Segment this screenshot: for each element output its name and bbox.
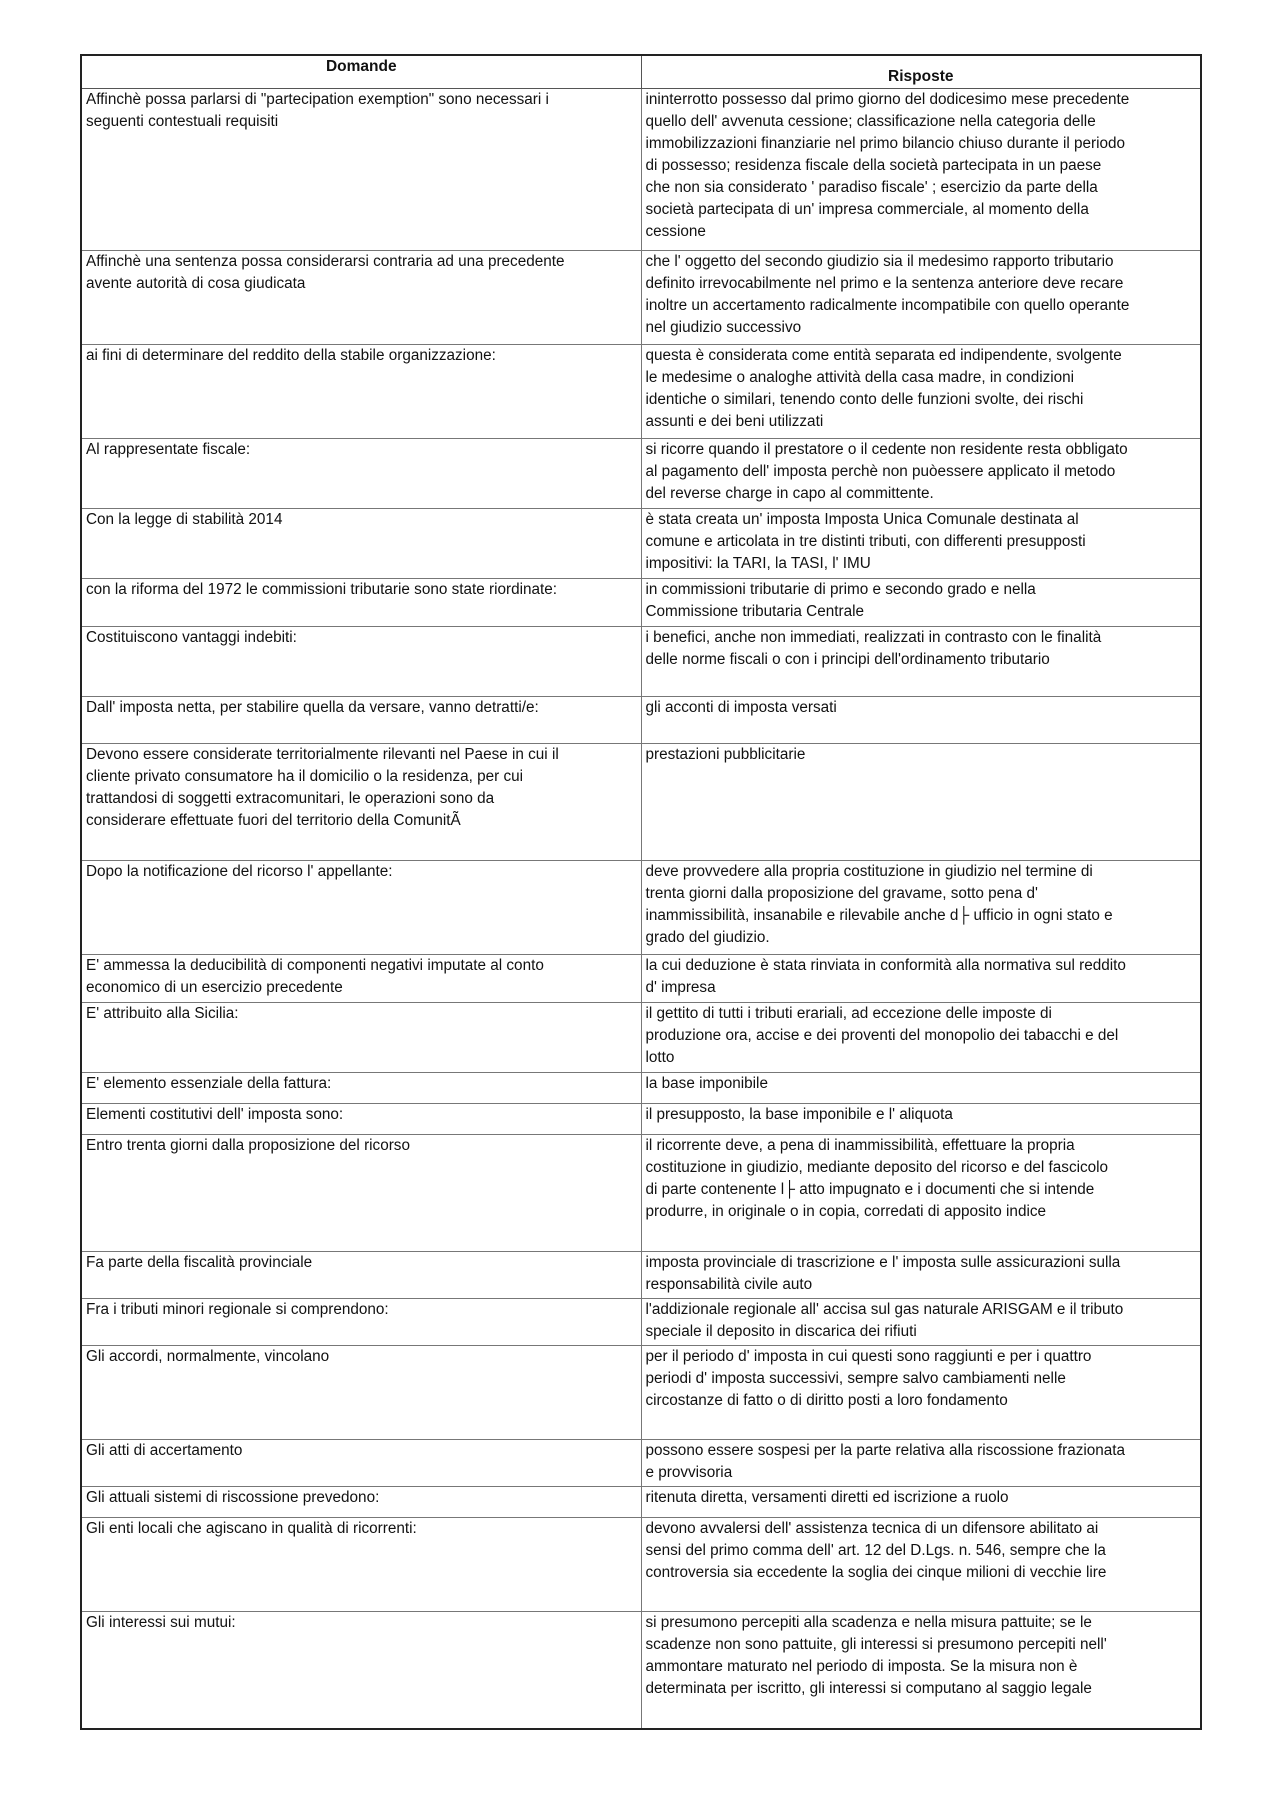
- question-cell: Gli atti di accertamento: [81, 1440, 641, 1487]
- question-cell: Entro trenta giorni dalla proposizione del ricorso: [81, 1135, 641, 1252]
- answer-cell: la base imponibile: [641, 1073, 1201, 1104]
- question-cell: Gli attuali sistemi di riscossione prevedono:: [81, 1487, 641, 1518]
- table-row: [81, 579, 1201, 627]
- answer-cell: è stata creata un' imposta Imposta Unica Comunale destinata al comune e articolata in tre distinti tributi, con differenti presupposti impositivi: la TARI, la TASI, l' IMU: [641, 509, 1201, 579]
- answer-cell: possono essere sospesi per la parte relativa alla riscossione frazionata e provvisoria: [641, 1440, 1201, 1487]
- table-header-row: [81, 55, 1201, 89]
- table-row: [81, 1073, 1201, 1104]
- table-row: [81, 1346, 1201, 1440]
- answer-cell: in commissioni tributarie di primo e secondo grado e nella Commissione tributaria Centrale: [641, 579, 1201, 627]
- answer-cell: i benefici, anche non immediati, realizzati in contrasto con le finalità delle norme fiscali o con i principi dell'ordinamento tributario: [641, 627, 1201, 697]
- question-cell: Dopo la notificazione del ricorso l' appellante:: [81, 861, 641, 955]
- table-row: [81, 1299, 1201, 1346]
- answer-cell: il presupposto, la base imponibile e l' aliquota: [641, 1104, 1201, 1135]
- answer-cell: prestazioni pubblicitarie: [641, 744, 1201, 861]
- table-row: [81, 439, 1201, 509]
- question-cell: Fa parte della fiscalità provinciale: [81, 1252, 641, 1299]
- table-row: [81, 509, 1201, 579]
- question-cell: Gli interessi sui mutui:: [81, 1612, 641, 1729]
- question-cell: Devono essere considerate territorialmente rilevanti nel Paese in cui il cliente privato consumatore ha il domicilio o la residenza, per cui trattandosi di soggetti extracomunitari, le operazioni sono da considerare effettuate fuori del territorio della ComunitÃ: [81, 744, 641, 861]
- answer-cell: questa è considerata come entità separata ed indipendente, svolgente le medesime o analoghe attività della casa madre, in condizioni identiche o similari, tenendo conto delle funzioni svolte, dei rischi assunti e dei beni utilizzati: [641, 345, 1201, 439]
- table-row: [81, 744, 1201, 861]
- document-page: [80, 54, 1200, 1730]
- question-cell: Al rappresentate fiscale:: [81, 439, 641, 509]
- table-row: [81, 1003, 1201, 1073]
- answer-cell: l'addizionale regionale all' accisa sul gas naturale ARISGAM e il tributo speciale il deposito in discarica dei rifiuti: [641, 1299, 1201, 1346]
- table-row: [81, 955, 1201, 1003]
- table-row: [81, 251, 1201, 345]
- table-row: [81, 1487, 1201, 1518]
- answer-cell: si ricorre quando il prestatore o il cedente non residente resta obbligato al pagamento dell' imposta perchè non puòessere applicato il metodo del reverse charge in capo al committente.: [641, 439, 1201, 509]
- table-row: [81, 1518, 1201, 1612]
- question-cell: Affinchè una sentenza possa considerarsi contraria ad una precedente avente autorità di cosa giudicata: [81, 251, 641, 345]
- question-cell: Fra i tributi minori regionale si comprendono:: [81, 1299, 641, 1346]
- header-risposte: Risposte: [641, 55, 1201, 89]
- answer-cell: devono avvalersi dell' assistenza tecnica di un difensore abilitato ai sensi del primo comma dell' art. 12 del D.Lgs. n. 546, sempre che la controversia sia eccedente la soglia dei cinque milioni di vecchie lire: [641, 1518, 1201, 1612]
- answer-cell: si presumono percepiti alla scadenza e nella misura pattuite; se le scadenze non sono pattuite, gli interessi si presumono percepiti nell' ammontare maturato nel periodo di imposta. Se la misura non è determinata per iscritto, gli interessi si computano al saggio legale: [641, 1612, 1201, 1729]
- answer-cell: il ricorrente deve, a pena di inammissibilità, effettuare la propria costituzione in giudizio, mediante deposito del ricorso e del fascicolo di parte contenente l├ atto impugnato e i documenti che si intende produrre, in originale o in copia, corredati di apposito indice: [641, 1135, 1201, 1252]
- question-cell: Gli enti locali che agiscano in qualità di ricorrenti:: [81, 1518, 641, 1612]
- header-domande: Domande: [81, 55, 641, 89]
- table-row: [81, 1104, 1201, 1135]
- question-cell: E' elemento essenziale della fattura:: [81, 1073, 641, 1104]
- question-cell: ai fini di determinare del reddito della stabile organizzazione:: [81, 345, 641, 439]
- table-row: [81, 1440, 1201, 1487]
- answer-cell: ininterrotto possesso dal primo giorno del dodicesimo mese precedente quello dell' avvenuta cessione; classificazione nella categoria delle immobilizzazioni finanziarie nel primo bilancio chiuso durante il periodo di possesso; residenza fiscale della società partecipata in un paese che non sia considerato ' paradiso fiscale' ; esercizio da parte della società partecipata di un' impresa commerciale, al momento della cessione: [641, 89, 1201, 251]
- answer-cell: che l' oggetto del secondo giudizio sia il medesimo rapporto tributario definito irrevocabilmente nel primo e la sentenza anteriore deve recare inoltre un accertamento radicalmente incompatibile con quello operante nel giudizio successivo: [641, 251, 1201, 345]
- question-cell: E' attribuito alla Sicilia:: [81, 1003, 641, 1073]
- answer-cell: il gettito di tutti i tributi erariali, ad eccezione delle imposte di produzione ora, accise e dei proventi del monopolio dei tabacchi e del lotto: [641, 1003, 1201, 1073]
- table-row: [81, 1135, 1201, 1252]
- question-cell: Costituiscono vantaggi indebiti:: [81, 627, 641, 697]
- answer-cell: deve provvedere alla propria costituzione in giudizio nel termine di trenta giorni dalla proposizione del gravame, sotto pena d' inammissibilità, insanabile e rilevabile anche d├ ufficio in ogni stato e grado del giudizio.: [641, 861, 1201, 955]
- table-row: [81, 627, 1201, 697]
- table-body: [81, 89, 1201, 1729]
- question-cell: Affinchè possa parlarsi di "partecipation exemption" sono necessari i seguenti contestuali requisiti: [81, 89, 641, 251]
- table-row: [81, 861, 1201, 955]
- question-cell: Elementi costitutivi dell' imposta sono:: [81, 1104, 641, 1135]
- answer-cell: per il periodo d' imposta in cui questi sono raggiunti e per i quattro periodi d' imposta successivi, sempre salvo cambiamenti nelle circostanze di fatto o di diritto posti a loro fondamento: [641, 1346, 1201, 1440]
- answer-cell: imposta provinciale di trascrizione e l' imposta sulle assicurazioni sulla responsabilità civile auto: [641, 1252, 1201, 1299]
- table-row: [81, 697, 1201, 744]
- answer-cell: gli acconti di imposta versati: [641, 697, 1201, 744]
- table-row: [81, 1612, 1201, 1729]
- question-cell: Con la legge di stabilità 2014: [81, 509, 641, 579]
- table-row: [81, 345, 1201, 439]
- table-row: [81, 89, 1201, 251]
- question-cell: E' ammessa la deducibilità di componenti negativi imputate al conto economico di un esercizio precedente: [81, 955, 641, 1003]
- question-cell: Gli accordi, normalmente, vincolano: [81, 1346, 641, 1440]
- answer-cell: la cui deduzione è stata rinviata in conformità alla normativa sul reddito d' impresa: [641, 955, 1201, 1003]
- question-cell: Dall' imposta netta, per stabilire quella da versare, vanno detratti/e:: [81, 697, 641, 744]
- table-row: [81, 1252, 1201, 1299]
- answer-cell: ritenuta diretta, versamenti diretti ed iscrizione a ruolo: [641, 1487, 1201, 1518]
- question-cell: con la riforma del 1972 le commissioni tributarie sono state riordinate:: [81, 579, 641, 627]
- qa-table: [80, 54, 1202, 1730]
